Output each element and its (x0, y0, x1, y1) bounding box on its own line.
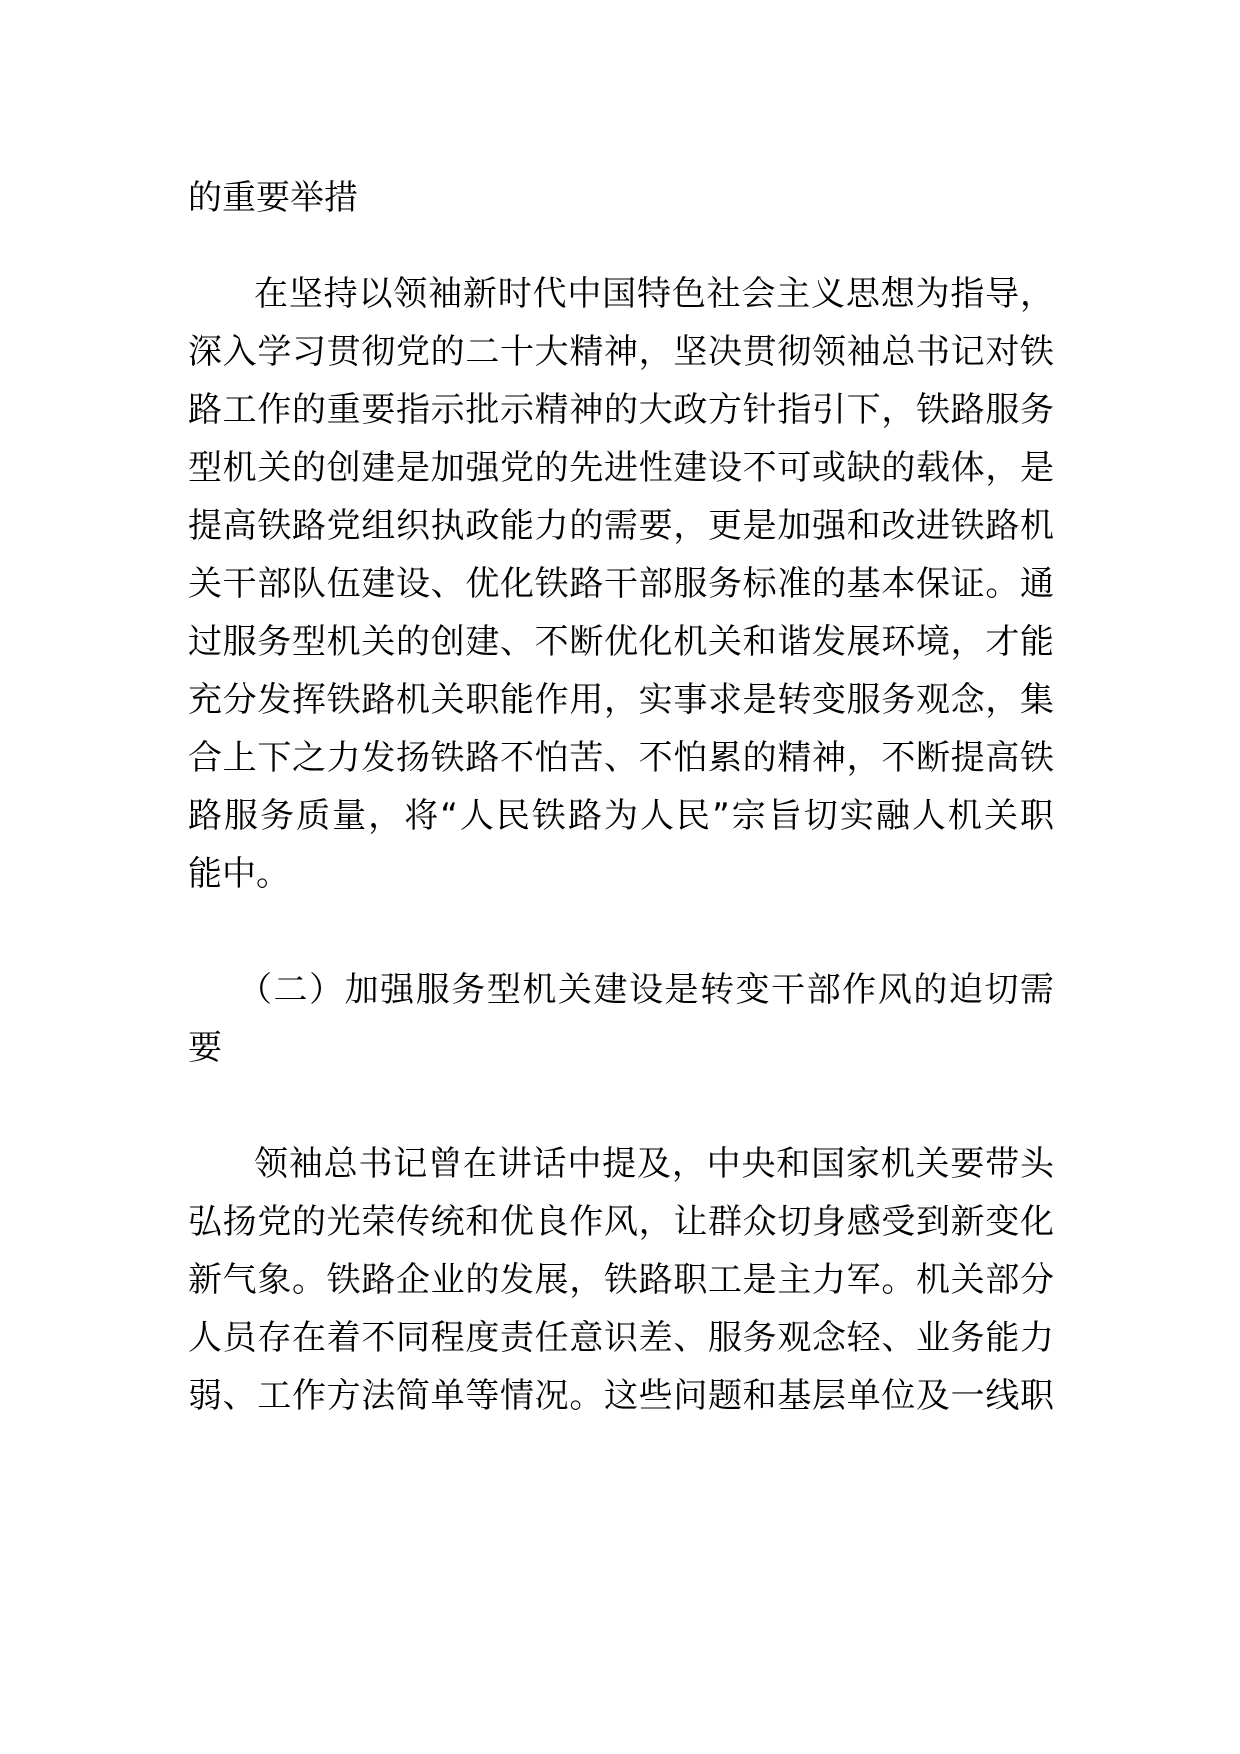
paragraph-line: 路工作的重要指示批示精神的大政方针指引下，铁路服务 (188, 390, 1054, 430)
paragraph-line: 深入学习贯彻党的二十大精神，坚决贯彻领袖总书记对铁 (188, 332, 1054, 372)
paragraph-line: 新气象。铁路企业的发展，铁路职工是主力军。机关部分 (188, 1260, 1054, 1300)
paragraph-line: 关干部队伍建设、优化铁路干部服务标准的基本保证。通 (188, 564, 1054, 604)
paragraph-line: 在坚持以领袖新时代中国特色社会主义思想为指导， (254, 274, 1054, 314)
section-heading-line: （二）加强服务型机关建设是转变干部作风的迫切需 (238, 970, 1054, 1010)
paragraph-line: 弱、工作方法简单等情况。这些问题和基层单位及一线职 (188, 1376, 1054, 1416)
paragraph-line: 人员存在着不同程度责任意识差、服务观念轻、业务能力 (188, 1318, 1054, 1358)
heading-continuation: 的重要举措 (188, 178, 358, 218)
paragraph-line: 充分发挥铁路机关职能作用，实事求是转变服务观念，集 (188, 680, 1054, 720)
paragraph-line: 领袖总书记曾在讲话中提及，中央和国家机关要带头 (254, 1144, 1054, 1184)
paragraph-line: 合上下之力发扬铁路不怕苦、不怕累的精神，不断提高铁 (188, 738, 1054, 778)
section-heading-line: 要 (188, 1028, 222, 1068)
paragraph-line: 过服务型机关的创建、不断优化机关和谐发展环境，才能 (188, 622, 1054, 662)
paragraph-line: 弘扬党的光荣传统和优良作风，让群众切身感受到新变化 (188, 1202, 1054, 1242)
paragraph-line: 型机关的创建是加强党的先进性建设不可或缺的载体，是 (188, 448, 1054, 488)
document-page (188, 0, 1054, 1754)
paragraph-line: 提高铁路党组织执政能力的需要，更是加强和改进铁路机 (188, 506, 1054, 546)
paragraph-line: 能中。 (188, 854, 290, 894)
paragraph-line: 路服务质量，将“人民铁路为人民”宗旨切实融人机关职 (188, 796, 1054, 836)
